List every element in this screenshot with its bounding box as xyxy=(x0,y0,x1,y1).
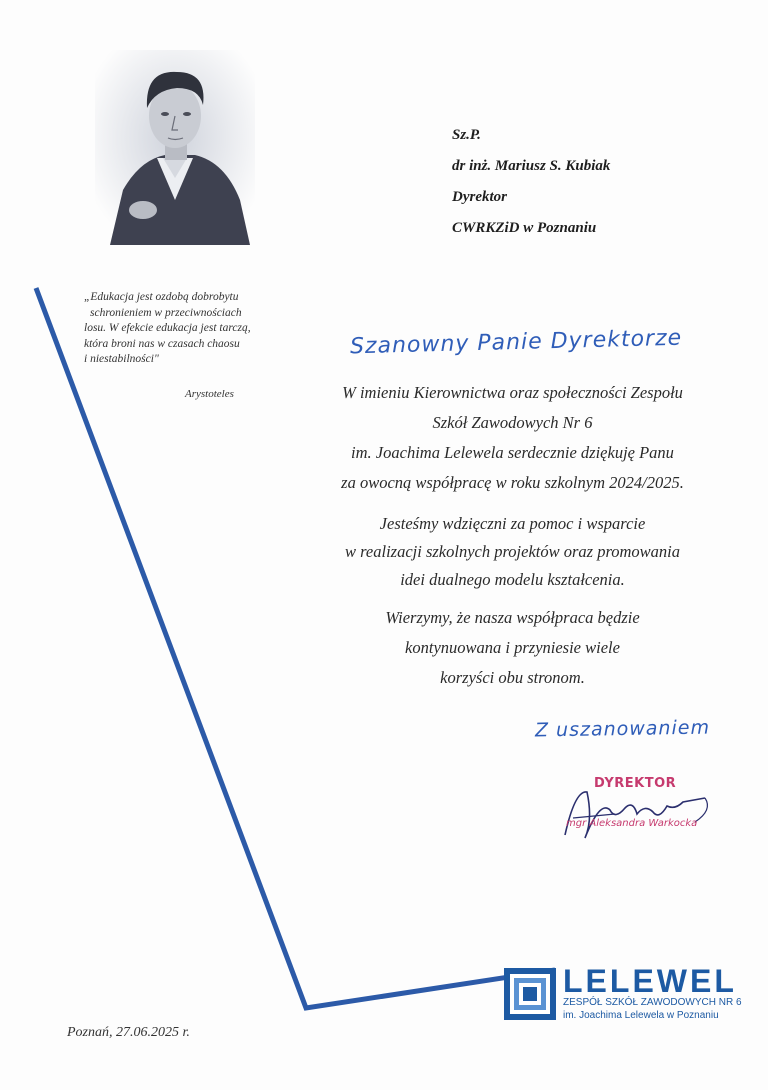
body-line: kontynuowana i przyniesie wiele xyxy=(405,638,620,657)
recipient-institution: CWRKZiD w Poznaniu xyxy=(452,220,597,236)
body-line: w realizacji szkolnych projektów oraz promowania xyxy=(344,542,681,561)
stamp-name: mgr Aleksandra Warkocka xyxy=(566,818,698,829)
body-paragraph-thanks xyxy=(290,378,735,498)
recipient-block xyxy=(452,120,610,244)
quote xyxy=(84,290,289,368)
body-line: korzyści obu stronom. xyxy=(440,668,585,687)
stamp-title: DYREKTOR xyxy=(594,776,677,791)
signature xyxy=(555,780,725,850)
body-line: Wierzymy, że nasza współpraca będzie xyxy=(385,608,640,627)
quote-line: losu. W efekcie edukacja jest tarczą, xyxy=(84,322,251,334)
recipient-title: Dyrektor xyxy=(452,189,507,205)
letter-date: Poznań, 27.06.2025 r. xyxy=(67,1025,190,1040)
body-line: Jesteśmy wdzięczni za pomoc i wsparcie xyxy=(379,514,646,533)
quote-line: „Edukacja jest ozdobą dobrobytu xyxy=(84,291,239,303)
body-paragraph-gratitude xyxy=(290,510,735,594)
body-line: Szkół Zawodowych Nr 6 xyxy=(432,413,593,432)
handwritten-greeting: Szanowny Panie Dyrektorze xyxy=(349,325,683,360)
school-logo-icon xyxy=(504,968,556,1020)
portrait-engraving xyxy=(95,50,255,245)
recipient-salutation: Sz.P. xyxy=(452,127,481,143)
body-line: im. Joachima Lelewela serdecznie dziękuję Panu xyxy=(351,443,674,462)
recipient-name: dr inż. Mariusz S. Kubiak xyxy=(452,158,611,174)
body-paragraph-future xyxy=(290,603,735,693)
logo-name: LELEWEL xyxy=(563,963,737,999)
quote-line: która broni nas w czasach chaosu xyxy=(84,337,240,350)
logo-school-patron: im. Joachima Lelewela w Poznaniu xyxy=(563,1010,719,1021)
quote-line: i niestabilności" xyxy=(84,353,159,365)
logo-school-name: ZESPÓŁ SZKÓŁ ZAWODOWYCH NR 6 xyxy=(563,997,742,1008)
handwritten-closing: Z uszanowaniem xyxy=(534,716,711,742)
body-line: za owocną współpracę w roku szkolnym 2024/2025. xyxy=(341,473,684,492)
quote-author: Arystoteles xyxy=(185,388,234,400)
body-line: W imieniu Kierownictwa oraz społeczności Zespołu xyxy=(342,383,683,402)
body-line: idei dualnego modelu kształcenia. xyxy=(400,570,625,589)
quote-line: schronieniem w przeciwnościach xyxy=(90,306,242,319)
